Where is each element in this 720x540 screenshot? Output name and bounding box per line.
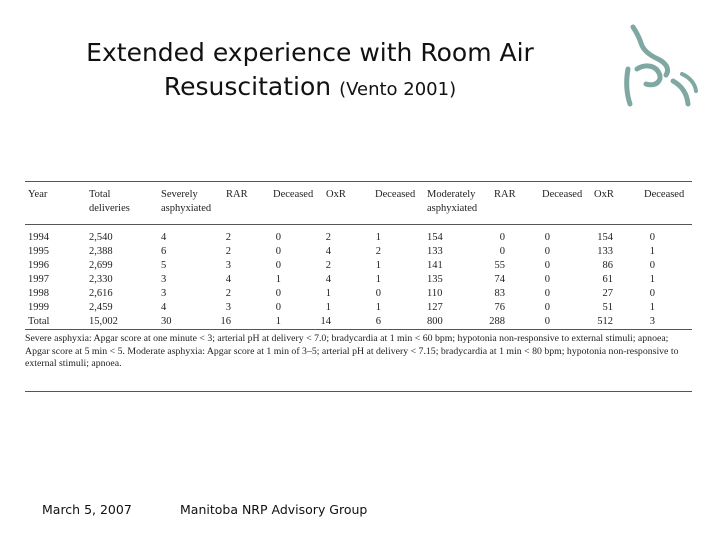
- table-cell: 2: [225, 232, 231, 243]
- table-cell: 51: [602, 302, 613, 313]
- table-cell: 133: [427, 246, 443, 257]
- total-row-cell: 0: [544, 316, 550, 327]
- table-cell: 133: [597, 246, 613, 257]
- table-cell: 4: [161, 232, 167, 243]
- table-header-cell: RAR: [494, 189, 516, 200]
- table-cell: 2,330: [89, 274, 113, 285]
- table-cell: 0: [275, 288, 281, 299]
- table-header-cell: OxR: [594, 189, 614, 200]
- total-row-cell: 1: [275, 316, 281, 327]
- table-cell: 2: [325, 232, 331, 243]
- table-header-cell: RAR: [226, 189, 248, 200]
- table-cell: 4: [325, 274, 331, 285]
- footer-organization: Manitoba NRP Advisory Group: [180, 502, 368, 517]
- table-bottom-rule: [25, 329, 692, 330]
- title-resuscitation: Resuscitation: [163, 72, 332, 101]
- mother-and-baby-logo-icon: [615, 24, 699, 114]
- total-row-cell: 6: [375, 316, 381, 327]
- table-cell: 1997: [28, 274, 49, 285]
- title-citation: (Vento 2001): [339, 79, 457, 100]
- total-row-cell: 14: [320, 316, 331, 327]
- table-cell: 2,699: [89, 260, 113, 271]
- table-cell: 1: [375, 260, 381, 271]
- table-cell: 5: [161, 260, 167, 271]
- table-cell: 2: [225, 288, 231, 299]
- table-header-cell: Deceased: [273, 189, 314, 200]
- table-header-cell: Deceased: [375, 189, 416, 200]
- total-row-cell: 288: [489, 316, 505, 327]
- asphyxia-outcome-table: [25, 181, 692, 392]
- table-cell: 2,540: [89, 232, 113, 243]
- table-cell: 127: [427, 302, 443, 313]
- total-row-cell: Total: [28, 316, 50, 327]
- table-cell: 55: [494, 260, 505, 271]
- table-cell: 1: [325, 288, 331, 299]
- table-cell: 0: [649, 232, 655, 243]
- table-cell: 1: [325, 302, 331, 313]
- table-cell: 3: [161, 288, 167, 299]
- table-cell: 1: [375, 232, 381, 243]
- table-cell: 2,616: [89, 288, 113, 299]
- total-row-cell: 3: [649, 316, 655, 327]
- table-cell: 1998: [28, 288, 49, 299]
- table-cell: 0: [544, 274, 550, 285]
- table-cell: 2,459: [89, 302, 113, 313]
- total-row-cell: 16: [220, 316, 231, 327]
- table-cell: 0: [275, 260, 281, 271]
- table-cell: 74: [494, 274, 505, 285]
- table-header-cell: Total: [89, 189, 111, 200]
- table-cell: 1: [275, 274, 281, 285]
- table-cell: 3: [161, 274, 167, 285]
- table-cell: 0: [649, 288, 655, 299]
- header-bottom-rule: [25, 224, 692, 225]
- table-cell: 0: [375, 288, 381, 299]
- table-header-cell: Deceased: [644, 189, 685, 200]
- table-cell: 0: [544, 260, 550, 271]
- table-cell: 0: [499, 232, 505, 243]
- footer-date: March 5, 2007: [42, 502, 132, 517]
- table-cell: 1: [375, 302, 381, 313]
- table-cell: 1995: [28, 246, 49, 257]
- total-row-cell: 30: [161, 316, 172, 327]
- table-notes: Severe asphyxia: Apgar score at one minute < 3; arterial pH at delivery < 7.0; bradycardia at 1 min < 60 bpm; hypotonia non-responsive to external stimuli; apnoea; Apgar score at 5 min < 5. Moderate asphyxia: Apgar score at 1 min of 3–5; arterial pH at delivery < 7.15; bradycardia at 1 min < 80 bpm; hypotonia non-responsive to external stimuli; apnoea.: [25, 333, 679, 370]
- table-header-cell: OxR: [326, 189, 346, 200]
- table-cell: 1994: [28, 232, 49, 243]
- table-cell: 1: [649, 302, 655, 313]
- slide-title: [40, 36, 580, 107]
- table-cell: 4: [225, 274, 231, 285]
- table-cell: 27: [602, 288, 613, 299]
- table-header-cell: asphyxiated: [161, 203, 212, 214]
- table-cell: 0: [275, 302, 281, 313]
- notes-bottom-rule: [25, 391, 692, 392]
- table-cell: 1: [375, 274, 381, 285]
- table-cell: 0: [275, 246, 281, 257]
- table-cell: 4: [161, 302, 167, 313]
- table-cell: 154: [427, 232, 443, 243]
- table-cell: 3: [225, 302, 231, 313]
- table-cell: 1999: [28, 302, 49, 313]
- title-line-1: Extended experience with Room Air: [86, 38, 534, 67]
- table-cell: 141: [427, 260, 443, 271]
- title-line-2: [40, 70, 580, 107]
- table-cell: 76: [494, 302, 505, 313]
- table-cell: 2: [375, 246, 381, 257]
- table-cell: 0: [544, 302, 550, 313]
- table-header-cell: deliveries: [89, 203, 130, 214]
- table-cell: 0: [499, 246, 505, 257]
- total-row-cell: 800: [427, 316, 443, 327]
- table-cell: 1: [649, 274, 655, 285]
- table-cell: 0: [544, 232, 550, 243]
- table-cell: 1996: [28, 260, 49, 271]
- table-cell: 1: [649, 246, 655, 257]
- table-header-cell: Year: [28, 189, 48, 200]
- table-cell: 2: [225, 246, 231, 257]
- table-cell: 0: [544, 288, 550, 299]
- table-cell: 0: [649, 260, 655, 271]
- table-header-cell: Severely: [161, 189, 198, 200]
- table-cell: 135: [427, 274, 443, 285]
- table-cell: 110: [427, 288, 443, 299]
- total-row-cell: 15,002: [89, 316, 118, 327]
- total-row-cell: 512: [597, 316, 613, 327]
- table-cell: 6: [161, 246, 167, 257]
- table-cell: 154: [597, 232, 613, 243]
- table-cell: 61: [602, 274, 613, 285]
- table-header-cell: Moderately: [427, 189, 476, 200]
- table-cell: 86: [602, 260, 613, 271]
- table-cell: 4: [325, 246, 331, 257]
- table-header-cell: asphyxiated: [427, 203, 478, 214]
- table-cell: 3: [225, 260, 231, 271]
- table-cell: 0: [275, 232, 281, 243]
- table-cell: 2: [325, 260, 331, 271]
- table-cell: 2,388: [89, 246, 113, 257]
- table-cell: 83: [494, 288, 505, 299]
- table-top-rule: [25, 181, 692, 182]
- table-header-cell: Deceased: [542, 189, 583, 200]
- table-cell: 0: [544, 246, 550, 257]
